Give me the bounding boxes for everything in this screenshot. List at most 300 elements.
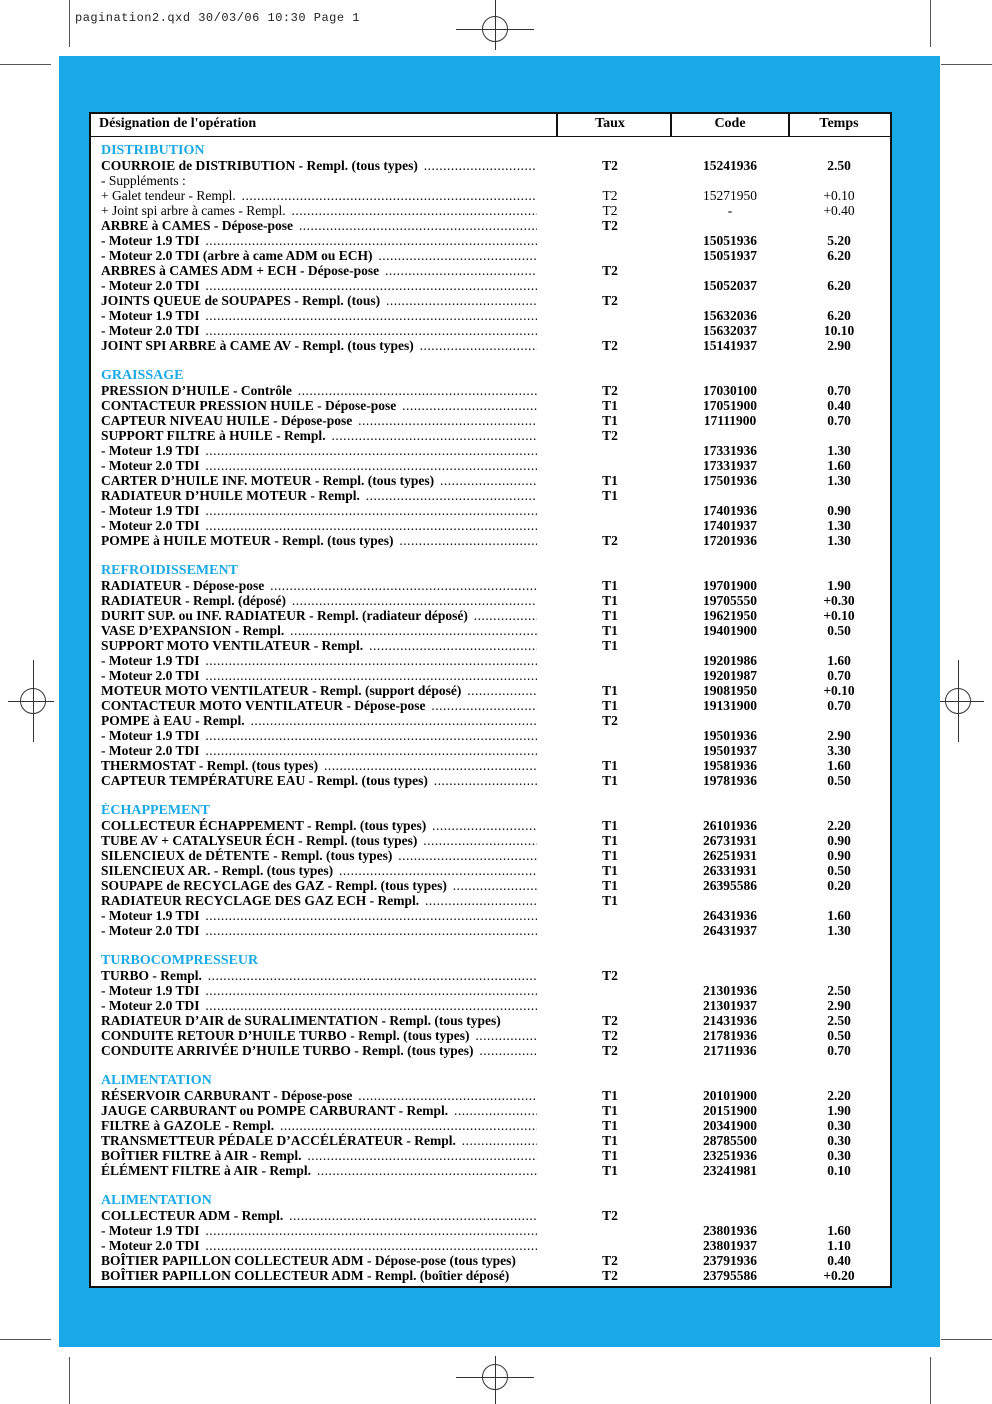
operation-label-text: ARBRE à CAMES - Dépose-pose [101,218,293,233]
operation-label-text: FILTRE à GAZOLE - Rempl. [101,1118,275,1133]
table-row [91,638,890,653]
operation-label-text: - Suppléments : [101,173,186,188]
operation-label-text: THERMOSTAT - Rempl. (tous types) [101,758,319,773]
taux-cell: T1 [602,593,618,608]
code-cell: 19401900 [703,623,757,638]
table-row [91,923,890,938]
operation-label-text: - Moteur 1.9 TDI [101,1223,200,1238]
code-cell: 23241981 [703,1163,757,1178]
operation-label [101,698,537,713]
operation-label [101,668,537,683]
operation-label-text: BOÎTIER PAPILLON COLLECTEUR ADM - Rempl. (boîtier déposé) [101,1268,510,1283]
temps-cell: 2.90 [827,998,851,1013]
code-cell: 23801936 [703,1223,757,1238]
operation-label-text: CARTER D’HUILE INF. MOTEUR - Rempl. (tous types) [101,473,435,488]
temps-cell: 0.30 [827,1148,851,1163]
table-row [91,1133,890,1148]
operation-label [101,1103,537,1118]
operation-label-text: POMPE à HUILE MOTEUR - Rempl. (tous types) [101,533,394,548]
table-row [91,593,890,608]
code-cell: 19701900 [703,578,757,593]
operation-label-text: - Moteur 2.0 TDI [101,923,200,938]
operation-label [101,1148,537,1163]
operation-label [101,293,537,308]
header-temps: Temps [819,116,859,131]
table-row [91,173,890,188]
code-cell: 28785500 [703,1133,757,1148]
operation-label-text: TUBE AV + CATALYSEUR ÉCH - Rempl. (tous types) [101,833,418,848]
temps-cell: 6.20 [827,278,851,293]
operation-label [101,1118,537,1133]
operation-label [101,863,537,878]
operation-label [101,923,537,938]
temps-cell: 2.20 [827,818,851,833]
section-title-text: ALIMENTATION [101,1193,212,1208]
operation-label [101,158,537,173]
table-row [91,503,890,518]
operation-label [101,758,537,773]
operation-label-text: COLLECTEUR ÉCHAPPEMENT - Rempl. (tous types) [101,818,427,833]
section-gap [91,1178,890,1193]
operation-label-text: RADIATEUR - Dépose-pose [101,578,265,593]
code-cell: 15051937 [703,248,757,263]
temps-cell: 1.30 [827,443,851,458]
table-row [91,908,890,923]
temps-cell: +0.40 [823,203,855,218]
operation-label-text: MOTEUR MOTO VENTILATEUR - Rempl. (support déposé) [101,683,462,698]
operation-label [101,218,537,233]
code-cell: 19621950 [703,608,757,623]
operation-label [101,173,537,188]
table-row [91,863,890,878]
code-cell: 19201987 [703,668,757,683]
temps-cell: +0.10 [823,188,855,203]
temps-cell: 6.20 [827,308,851,323]
code-cell: 21301936 [703,983,757,998]
taux-cell: T2 [602,1253,618,1268]
operation-label [101,893,537,908]
taux-cell: T2 [602,713,618,728]
section-title [91,563,890,578]
taux-cell: T2 [602,188,618,203]
table-row [91,233,890,248]
operation-label-text: RÉSERVOIR CARBURANT - Dépose-pose [101,1088,353,1103]
code-cell: 17111900 [703,413,757,428]
taux-cell: T1 [602,1163,618,1178]
table-row [91,1163,890,1178]
registration-line [958,660,959,742]
table-row [91,893,890,908]
table-row [91,293,890,308]
operation-label-text: - Moteur 2.0 TDI (arbre à came ADM ou ECH) [101,248,373,263]
operation-label-text: - Moteur 1.9 TDI [101,443,200,458]
taux-cell: T2 [602,1268,618,1283]
section-gap [91,938,890,953]
table-row [91,1013,890,1028]
table-row [91,383,890,398]
operation-label [101,533,537,548]
operation-label-text: SUPPORT FILTRE à HUILE - Rempl. [101,428,326,443]
table-row [91,653,890,668]
operation-label [101,1013,537,1028]
table-row [91,1223,890,1238]
table-row [91,968,890,983]
table-row [91,878,890,893]
operation-label [101,413,537,428]
table-row [91,773,890,788]
crop-mark [0,64,51,65]
taux-cell: T1 [602,488,618,503]
operation-label-text: CONTACTEUR PRESSION HUILE - Dépose-pose [101,398,397,413]
table-row [91,398,890,413]
temps-cell: 2.90 [827,338,851,353]
operation-label-text: RADIATEUR RECYCLAGE DES GAZ ECH - Rempl. [101,893,420,908]
operation-label-text: - Moteur 2.0 TDI [101,278,200,293]
operation-label [101,1028,537,1043]
taux-cell: T2 [602,533,618,548]
table-row [91,1043,890,1058]
table-row [91,1148,890,1163]
operation-label [101,518,537,533]
operation-label [101,713,537,728]
code-cell: 15632036 [703,308,757,323]
taux-cell: T2 [602,203,618,218]
table-row [91,743,890,758]
table-row [91,1268,890,1283]
code-cell: 23791936 [703,1253,757,1268]
operation-label [101,833,537,848]
temps-cell: 0.40 [827,398,851,413]
temps-cell: 10.10 [823,323,855,338]
operation-label [101,1208,537,1223]
operation-label [101,443,537,458]
crop-mark [930,1357,931,1404]
operation-label-text: - Moteur 2.0 TDI [101,668,200,683]
code-cell: 17030100 [703,383,757,398]
table-row [91,248,890,263]
temps-cell: 2.50 [827,158,851,173]
operation-label-text: DURIT SUP. ou INF. RADIATEUR - Rempl. (radiateur déposé) [101,608,468,623]
operation-label-text: - Moteur 1.9 TDI [101,233,200,248]
operation-label [101,848,537,863]
code-cell: 26331931 [703,863,757,878]
operation-label [101,728,537,743]
operation-label-text: VASE D’EXPANSION - Rempl. [101,623,285,638]
registration-line [495,0,496,50]
code-cell: 19501937 [703,743,757,758]
table-row [91,578,890,593]
operation-label-text: - Moteur 1.9 TDI [101,728,200,743]
code-cell: 19131900 [703,698,757,713]
operation-label [101,638,537,653]
taux-cell: T2 [602,1013,618,1028]
table-row [91,1028,890,1043]
temps-cell: 1.60 [827,758,851,773]
operation-label [101,203,537,218]
taux-cell: T1 [602,833,618,848]
taux-cell: T1 [602,698,618,713]
print-slug: pagination2.qxd 30/03/06 10:30 Page 1 [75,11,360,25]
table-row [91,1103,890,1118]
section-title-text: ÉCHAPPEMENT [101,803,210,818]
temps-cell: 2.50 [827,983,851,998]
temps-cell: 1.30 [827,533,851,548]
operation-label [101,323,537,338]
code-cell: 15052037 [703,278,757,293]
code-cell: 17331936 [703,443,757,458]
taux-cell: T2 [602,293,618,308]
operation-label-text: CONTACTEUR MOTO VENTILATEUR - Dépose-pose [101,698,426,713]
temps-cell: 0.50 [827,1028,851,1043]
code-cell: 19501936 [703,728,757,743]
taux-cell: T1 [602,1103,618,1118]
crop-mark [941,64,992,65]
operation-label [101,968,537,983]
section-title [91,953,890,968]
code-cell: 26395586 [703,878,757,893]
taux-cell: T2 [602,968,618,983]
taux-cell: T1 [602,893,618,908]
operation-label-text: BOÎTIER FILTRE à AIR - Rempl. [101,1148,302,1163]
taux-cell: T1 [602,623,618,638]
taux-cell: T1 [602,1133,618,1148]
operation-label [101,908,537,923]
operation-label-text: - Moteur 1.9 TDI [101,308,200,323]
operations-table [89,112,892,1288]
operation-label [101,743,537,758]
temps-cell: 0.10 [827,1163,851,1178]
temps-cell: 1.60 [827,458,851,473]
operation-label-text: BOÎTIER PAPILLON COLLECTEUR ADM - Dépose-pose (tous types) [101,1253,516,1268]
table-row [91,1253,890,1268]
table-row [91,473,890,488]
taux-cell: T2 [602,428,618,443]
temps-cell: 0.90 [827,503,851,518]
section-title [91,368,890,383]
operation-label-text: + Galet tendeur - Rempl. [101,188,236,203]
crop-mark [69,1357,70,1404]
taux-cell: T1 [602,848,618,863]
operation-label-text: CAPTEUR TEMPÉRATURE EAU - Rempl. (tous types) [101,773,428,788]
section-gap [91,1058,890,1073]
code-cell: 17331937 [703,458,757,473]
column-divider [788,114,790,136]
code-cell: 17501936 [703,473,757,488]
table-row [91,848,890,863]
taux-cell: T1 [602,578,618,593]
operation-label [101,278,537,293]
registration-line [938,701,984,702]
temps-cell: 0.20 [827,878,851,893]
temps-cell: 0.50 [827,623,851,638]
table-row [91,488,890,503]
table-row [91,713,890,728]
operation-label [101,623,537,638]
taux-cell: T2 [602,263,618,278]
table-row [91,308,890,323]
operation-label-text: + Joint spi arbre à cames - Rempl. [101,203,286,218]
temps-cell: 5.20 [827,233,851,248]
operation-label-text: SOUPAPE de RECYCLAGE des GAZ - Rempl. (tous types) [101,878,447,893]
temps-cell: 0.50 [827,863,851,878]
taux-cell: T1 [602,1118,618,1133]
section-title-text: GRAISSAGE [101,368,184,383]
table-row [91,263,890,278]
table-row [91,533,890,548]
operation-label-text: RADIATEUR D’AIR de SURALIMENTATION - Rempl. (tous types) [101,1013,501,1028]
taux-cell: T1 [602,818,618,833]
table-row [91,683,890,698]
operation-label [101,233,537,248]
column-divider [670,114,672,136]
code-cell: 26731931 [703,833,757,848]
crop-mark [941,1339,992,1340]
section-title-text: TURBOCOMPRESSEUR [101,953,259,968]
temps-cell: +0.20 [823,1268,855,1283]
header-designation: Désignation de l'opération [99,116,257,131]
table-row [91,278,890,293]
operation-label-text: - Moteur 1.9 TDI [101,983,200,998]
table-row [91,668,890,683]
operation-label-text: JOINTS QUEUE de SOUPAPES - Rempl. (tous) [101,293,381,308]
operation-label [101,683,537,698]
code-cell: 26431937 [703,923,757,938]
code-cell: 23801937 [703,1238,757,1253]
operation-label-text: COURROIE de DISTRIBUTION - Rempl. (tous types) [101,158,418,173]
operation-label [101,1238,537,1253]
section-title [91,1073,890,1088]
section-gap [91,353,890,368]
operation-label [101,593,537,608]
temps-cell: 3.30 [827,743,851,758]
temps-cell: 6.20 [827,248,851,263]
operation-label [101,188,537,203]
table-row [91,158,890,173]
taux-cell: T1 [602,473,618,488]
operation-label-text: ÉLÉMENT FILTRE à AIR - Rempl. [101,1163,312,1178]
operation-label-text: ARBRES à CAMES ADM + ECH - Dépose-pose [101,263,380,278]
temps-cell: 1.60 [827,653,851,668]
operation-label-text: - Moteur 2.0 TDI [101,743,200,758]
temps-cell: 2.90 [827,728,851,743]
code-cell: 26431936 [703,908,757,923]
code-cell: 20151900 [703,1103,757,1118]
section-title-text: ALIMENTATION [101,1073,212,1088]
crop-mark [0,1339,51,1340]
code-cell: 21711936 [703,1043,757,1058]
temps-cell: 1.30 [827,473,851,488]
crop-mark [930,0,931,47]
code-cell: 15632037 [703,323,757,338]
table-row [91,188,890,203]
code-cell: 21431936 [703,1013,757,1028]
operation-label [101,383,537,398]
operation-label [101,473,537,488]
table-row [91,1238,890,1253]
operation-label-text: - Moteur 2.0 TDI [101,458,200,473]
taux-cell: T1 [602,608,618,623]
registration-line [8,701,54,702]
operation-label-text: TURBO - Rempl. [101,968,202,983]
section-title-text: REFROIDISSEMENT [101,563,238,578]
taux-cell: T1 [602,1088,618,1103]
code-cell: 23251936 [703,1148,757,1163]
operation-label [101,248,537,263]
operation-label [101,1088,537,1103]
temps-cell: 0.70 [827,1043,851,1058]
table-row [91,413,890,428]
operation-label-text: CONDUITE ARRIVÉE D’HUILE TURBO - Rempl. (tous types) [101,1043,474,1058]
operation-label-text: TRANSMETTEUR PÉDALE D’ACCÉLÉRATEUR - Rempl. [101,1133,456,1148]
operation-label-text: CONDUITE RETOUR D’HUILE TURBO - Rempl. (tous types) [101,1028,470,1043]
temps-cell: 1.60 [827,908,851,923]
taux-cell: T1 [602,398,618,413]
table-row [91,818,890,833]
operation-label-text: RADIATEUR - Rempl. (déposé) [101,593,286,608]
operation-label [101,773,537,788]
temps-cell: 1.90 [827,578,851,593]
operation-label [101,503,537,518]
code-cell: 20341900 [703,1118,757,1133]
temps-cell: 0.90 [827,833,851,848]
table-row [91,1208,890,1223]
taux-cell: T1 [602,773,618,788]
operation-label-text: POMPE à EAU - Rempl. [101,713,245,728]
temps-cell: 1.30 [827,923,851,938]
operation-label [101,1163,537,1178]
temps-cell: +0.10 [823,683,855,698]
table-row [91,203,890,218]
table-row [91,428,890,443]
operation-label [101,878,537,893]
operation-label-text: - Moteur 2.0 TDI [101,518,200,533]
operation-label-text: SUPPORT MOTO VENTILATEUR - Rempl. [101,638,364,653]
section-title [91,143,890,158]
table-body [91,143,890,1283]
crop-mark [69,0,70,47]
temps-cell: +0.30 [823,593,855,608]
section-title [91,803,890,818]
taux-cell: T1 [602,758,618,773]
code-cell: 15141937 [703,338,757,353]
code-cell: 19705550 [703,593,757,608]
code-cell: 17201936 [703,533,757,548]
code-cell: 19081950 [703,683,757,698]
table-row [91,1088,890,1103]
temps-cell: 0.40 [827,1253,851,1268]
code-cell: 17401936 [703,503,757,518]
taux-cell: T2 [602,1043,618,1058]
temps-cell: 1.10 [827,1238,851,1253]
column-divider [556,114,558,136]
operation-label [101,1268,537,1283]
table-row [91,458,890,473]
operation-label [101,398,537,413]
operation-label [101,428,537,443]
table-row [91,698,890,713]
section-gap [91,548,890,563]
temps-cell: 1.30 [827,518,851,533]
operation-label-text: - Moteur 1.9 TDI [101,503,200,518]
temps-cell: 0.30 [827,1118,851,1133]
table-row [91,833,890,848]
operation-label [101,488,537,503]
operation-label-text: - Moteur 2.0 TDI [101,998,200,1013]
code-cell: 21781936 [703,1028,757,1043]
table-row [91,518,890,533]
registration-line [33,660,34,742]
section-title-text: DISTRIBUTION [101,143,205,158]
